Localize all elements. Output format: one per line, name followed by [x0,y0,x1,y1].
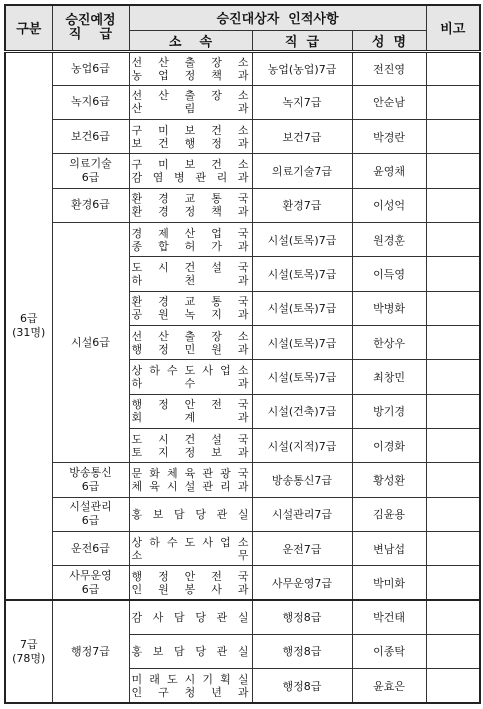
affiliation-division: 공 원 녹 지 과 [131,308,250,322]
header-grade-group: 구분 [5,5,52,51]
target-rank-cell [52,463,129,497]
affiliation-division: 감 염 병 관 리 과 [131,171,250,185]
affiliation-office: 환 경 교 통 국 [131,295,250,309]
affiliation-cell [129,360,252,394]
table-row [5,600,480,634]
table-row [5,51,480,85]
candidate-name-cell: 이득영 [352,257,426,291]
current-rank-cell: 시설(토목)7급 [252,223,352,257]
remarks-cell [426,360,480,394]
table-row [5,154,480,188]
candidate-name-cell: 이경화 [352,428,426,462]
affiliation-division: 행 정 민 원 과 [131,342,250,356]
affiliation-cell [129,428,252,462]
remarks-cell [426,188,480,222]
header-current-rank: 직 급 [252,30,352,51]
affiliation-division: 소 무 [131,548,250,562]
candidate-name-cell: 이종탁 [352,634,426,668]
remarks-cell [426,223,480,257]
affiliation-cell [129,188,252,222]
table-row [5,188,480,222]
affiliation-office: 미 래 도 시 기 획 실 [131,672,250,686]
affiliation-cell [129,497,252,531]
header-target-rank [52,5,129,51]
current-rank-cell: 의료기술7급 [252,154,352,188]
affiliation-division: 인 원 봉 사 과 [131,582,250,596]
remarks-cell [426,326,480,360]
candidate-name-cell: 박미화 [352,566,426,600]
target-rank-cell [52,531,129,565]
affiliation-office: 경 제 산 업 국 [131,226,250,240]
target-rank-cell [52,85,129,119]
header-target-rank-line2: 직 급 [68,26,113,42]
affiliation-cell [129,566,252,600]
affiliation-cell [129,154,252,188]
affiliation-office: 감 사 담 당 관 실 [131,610,250,624]
current-rank-cell: 시설(토목)7급 [252,360,352,394]
grade-group-cell [5,600,52,703]
remarks-cell [426,463,480,497]
current-rank-cell: 행정8급 [252,669,352,703]
affiliation-office: 행 정 안 전 국 [131,569,250,583]
target-rank-label-line2: 6급 [81,479,100,493]
affiliation-office: 선 산 출 장 소 [131,89,250,103]
candidate-name-cell: 황성환 [352,463,426,497]
header-remarks: 비고 [426,5,480,51]
remarks-cell [426,154,480,188]
target-rank-label-line2: 6급 [81,582,100,596]
affiliation-division: 토 지 정 보 과 [131,445,250,459]
affiliation-division: 산 림 과 [131,102,250,116]
grade-group-cell [5,51,52,600]
promotion-candidates-table [4,4,481,704]
current-rank-cell: 시설(토목)7급 [252,291,352,325]
target-rank-label: 농업6급 [71,61,110,75]
candidate-name-cell: 이성억 [352,188,426,222]
current-rank-cell: 행정8급 [252,600,352,634]
candidate-name-cell: 최창민 [352,360,426,394]
target-rank-label-line2: 6급 [81,514,100,528]
current-rank-cell: 운전7급 [252,531,352,565]
remarks-cell [426,257,480,291]
affiliation-cell [129,85,252,119]
target-rank-cell [52,120,129,154]
table-row [5,223,480,257]
current-rank-cell: 시설(토목)7급 [252,257,352,291]
affiliation-office: 문 화 체 육 관 광 국 [131,466,250,480]
candidate-name-cell: 박경란 [352,120,426,154]
target-rank-cell [52,566,129,600]
header-target-rank-line1: 승진예정 [65,12,116,28]
target-rank-label: 녹지6급 [71,95,110,109]
affiliation-division: 하 천 과 [131,274,250,288]
affiliation-office: 선 산 출 장 소 [131,55,250,69]
current-rank-cell: 환경7급 [252,188,352,222]
affiliation-cell [129,326,252,360]
affiliation-office: 선 산 출 장 소 [131,329,250,343]
target-rank-cell [52,223,129,463]
grade-group-count: (31명) [12,325,46,339]
current-rank-cell: 농업(농업)7급 [252,51,352,85]
target-rank-cell [52,497,129,531]
affiliation-cell [129,51,252,85]
candidate-name-cell: 윤효은 [352,669,426,703]
affiliation-cell [129,600,252,634]
current-rank-cell: 보건7급 [252,120,352,154]
affiliation-division: 체 육 시 설 관 리 과 [131,479,250,493]
affiliation-cell [129,291,252,325]
target-rank-label: 사무운영 [69,568,112,582]
remarks-cell [426,120,480,154]
target-rank-cell [52,154,129,188]
grade-group-label: 6급 [19,311,38,325]
target-rank-label-line2: 6급 [81,171,100,185]
current-rank-cell: 시설관리7급 [252,497,352,531]
affiliation-cell [129,394,252,428]
remarks-cell [426,291,480,325]
candidate-name-cell: 한상우 [352,326,426,360]
affiliation-office: 구 미 보 건 소 [131,123,250,137]
header-affiliation: 소 속 [129,30,252,51]
candidate-name-cell: 박건태 [352,600,426,634]
table-row [5,531,480,565]
remarks-cell [426,51,480,85]
candidate-name-cell: 안순남 [352,85,426,119]
candidate-name-cell: 변남섭 [352,531,426,565]
target-rank-label: 시설6급 [71,335,110,349]
header-name: 성 명 [352,30,426,51]
current-rank-cell: 행정8급 [252,634,352,668]
target-rank-label: 의료기술 [69,157,112,171]
remarks-cell [426,600,480,634]
grade-group-count: (78명) [12,651,46,665]
table-body [5,51,480,703]
affiliation-division: 농 업 정 책 과 [131,68,250,82]
affiliation-division: 환 경 정 책 과 [131,205,250,219]
affiliation-office: 도 시 건 설 국 [131,432,250,446]
current-rank-cell: 시설(토목)7급 [252,326,352,360]
affiliation-division: 하 수 과 [131,376,250,390]
affiliation-office: 도 시 건 설 국 [131,261,250,275]
table-row [5,566,480,600]
target-rank-label: 시설관리 [69,500,112,514]
current-rank-cell: 녹지7급 [252,85,352,119]
affiliation-office: 상 하 수 도 사 업 소 [131,535,250,549]
remarks-cell [426,497,480,531]
candidate-name-cell: 윤영채 [352,154,426,188]
affiliation-cell [129,120,252,154]
candidate-name-cell: 방기경 [352,394,426,428]
target-rank-cell [52,188,129,222]
affiliation-office: 홍 보 담 당 관 실 [131,644,250,658]
target-rank-label: 행정7급 [71,644,110,658]
candidate-name-cell: 박병화 [352,291,426,325]
affiliation-cell [129,531,252,565]
current-rank-cell: 시설(지적)7급 [252,428,352,462]
target-rank-cell [52,51,129,85]
target-rank-label: 보건6급 [71,129,110,143]
table-row [5,120,480,154]
grade-group-label: 7급 [19,637,38,651]
affiliation-office: 행 정 안 전 국 [131,398,250,412]
affiliation-office: 홍 보 담 당 관 실 [131,507,250,521]
affiliation-office: 환 경 교 통 국 [131,192,250,206]
remarks-cell [426,428,480,462]
current-rank-cell: 시설(건축)7급 [252,394,352,428]
target-rank-label: 환경6급 [71,198,110,212]
remarks-cell [426,566,480,600]
remarks-cell [426,85,480,119]
affiliation-office: 상 하 수 도 사 업 소 [131,363,250,377]
table-row [5,463,480,497]
affiliation-office: 구 미 보 건 소 [131,158,250,172]
affiliation-division: 종 합 허 가 과 [131,239,250,253]
current-rank-cell: 사무운영7급 [252,566,352,600]
remarks-cell [426,394,480,428]
affiliation-division: 회 계 과 [131,411,250,425]
target-rank-label: 방송통신 [69,465,112,479]
affiliation-cell [129,257,252,291]
candidate-name-cell: 김윤용 [352,497,426,531]
candidate-name-cell: 원경훈 [352,223,426,257]
remarks-cell [426,669,480,703]
candidate-name-cell: 전진영 [352,51,426,85]
target-rank-cell [52,600,129,703]
table-row [5,497,480,531]
affiliation-cell [129,223,252,257]
affiliation-cell [129,669,252,703]
remarks-cell [426,634,480,668]
header-candidate-info: 승진대상자 인적사항 [129,5,426,30]
affiliation-division: 보 건 행 정 과 [131,136,250,150]
remarks-cell [426,531,480,565]
affiliation-cell [129,634,252,668]
current-rank-cell: 방송통신7급 [252,463,352,497]
affiliation-division: 인 구 청 년 과 [131,685,250,699]
table-row [5,85,480,119]
affiliation-cell [129,463,252,497]
target-rank-label: 운전6급 [71,541,110,555]
